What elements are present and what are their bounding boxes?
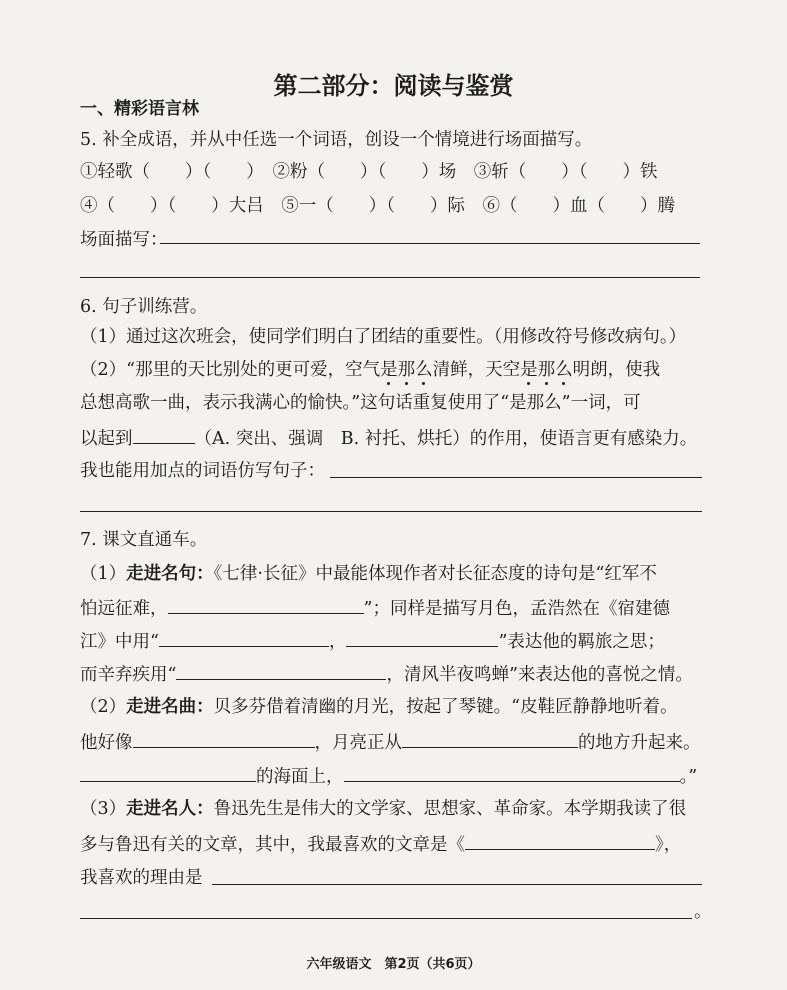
q6-prompt: 6. 句子训练营。 <box>80 297 208 317</box>
q7-blank-favorite-article[interactable] <box>465 831 655 850</box>
q7-blank-haoxiang[interactable] <box>133 729 315 748</box>
emphasis-dot-char: 么 <box>415 360 433 380</box>
q7-item-3-line-2: 多与鲁迅有关的文章，其中，我最喜欢的文章是《 》， <box>80 831 681 857</box>
q7-item-2-line-2: 他好像 ，月亮正从 的地方升起来。 <box>80 729 701 755</box>
q7-prompt: 7. 课文直通车。 <box>80 530 208 550</box>
q7-blank-haimian-2[interactable] <box>344 763 680 782</box>
emphasis-dot-char: 是 <box>380 360 398 380</box>
q7-blank-changzheng[interactable] <box>168 595 364 614</box>
q7-item-1-line-4: 而辛弃疾用“ ，清风半夜鸣蝉”来表达他的喜悦之情。 <box>80 661 693 687</box>
emphasis-dot-char: 那 <box>537 360 556 380</box>
q7-blank-haimian-1[interactable] <box>80 763 256 782</box>
q5-prompt: 5. 补全成语，并从中任选一个词语，创设一个情境进行场面描写。 <box>80 130 593 150</box>
emphasis-dot-char: 是 <box>520 360 538 380</box>
page-footer: 六年级语文 第2页（共6页） <box>306 957 481 972</box>
emphasis-dot-char: 那 <box>397 360 416 380</box>
q5-scene-label: 场面描写： <box>80 230 168 250</box>
q6-item-2-line-1: （2）“那里的天比别处的更可爱，空气是那么清鲜，天空是那么明朗，使我 <box>80 360 661 380</box>
q5-answer-line-1[interactable] <box>160 243 700 244</box>
q6-answer-line-1[interactable] <box>330 477 702 478</box>
q5-idiom-row-2: ④（ ）（ ）大吕 ⑤一（ ）（ ）际 ⑥（ ）血（ ）腾 <box>80 196 675 216</box>
q6-answer-line-2[interactable] <box>80 511 702 512</box>
section-heading: 一、精彩语言林 <box>80 99 199 119</box>
q7-item-3-line-1: （3）走进名人：鲁迅先生是伟大的文学家、思想家、革命家。本学期我读了很 <box>80 799 687 819</box>
q7-end-mark: 。 <box>694 902 712 922</box>
page-title: 第二部分：阅读与鉴赏 <box>273 72 514 100</box>
q7-item-2-line-3: 的海面上， 。” <box>80 763 697 789</box>
q6-imitate-label: 我也能用加点的词语仿写句子： <box>80 461 325 481</box>
q7-blank-jiande-1[interactable] <box>159 628 329 647</box>
q5-answer-line-2[interactable] <box>80 277 700 278</box>
q7-item-1-line-3: 江》中用“ ， ”表达他的羁旅之思； <box>80 628 665 654</box>
q7-reason-line-2[interactable] <box>80 918 692 919</box>
q6-item-1: （1）通过这次班会，使同学们明白了团结的重要性。（用修改符号修改病句。） <box>80 327 687 347</box>
q6-item-2-line-2: 总想高歌一曲，表示我满心的愉快。”这句话重复使用了“是那么”一词，可 <box>80 393 641 413</box>
q7-item-1-line-1: （1）走进名句：《七律·长征》中最能体现作者对长征态度的诗句是“红军不 <box>80 564 657 584</box>
dotted-word-1 <box>380 360 433 380</box>
q5-idiom-row-1: ①轻歌（ ）（ ） ②粉（ ）（ ）场 ③斩（ ）（ ）铁 <box>80 162 658 182</box>
dotted-word-2 <box>520 360 573 380</box>
q7-item-3-reason-label: 我喜欢的理由是 <box>80 868 203 888</box>
q6-item-2-line-3: 以起到 （A. 突出、强调 B. 衬托、烘托）的作用，使语言更有感染力。 <box>80 425 697 451</box>
q7-blank-xinqiji[interactable] <box>176 661 386 680</box>
emphasis-dot-char: 么 <box>555 360 573 380</box>
q7-reason-line-1[interactable] <box>212 884 702 885</box>
q7-item-1-line-2: 怕远征难， ”；同样是描写月色，孟浩然在《宿建德 <box>80 595 670 621</box>
q7-blank-jiande-2[interactable] <box>346 628 498 647</box>
q6-choice-blank[interactable] <box>133 425 195 444</box>
q7-item-2-line-1: （2）走进名曲：贝多芬借着清幽的月光，按起了琴键。“皮鞋匠静静地听着。 <box>80 697 678 717</box>
q7-blank-yueliang[interactable] <box>402 729 578 748</box>
